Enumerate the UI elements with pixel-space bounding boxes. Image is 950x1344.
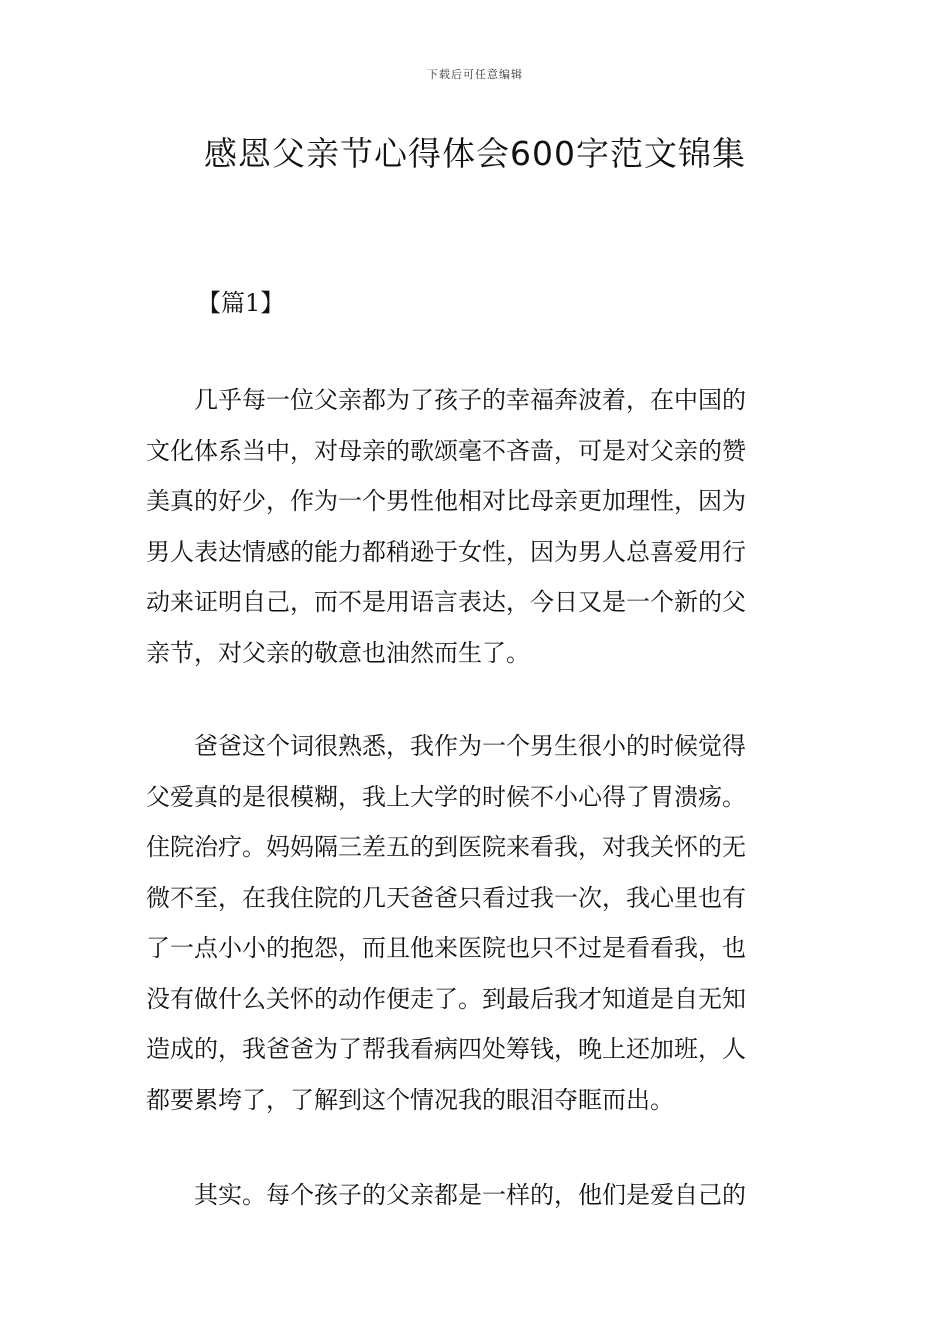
paragraph-3 <box>146 1170 806 1221</box>
paragraph-line: 了一点小小的抱怨，而且他来医院也只不过是看看我，也 <box>146 934 746 962</box>
document-title: 感恩父亲节心得体会600字范文锦集 <box>204 134 746 173</box>
paragraph-line: 微不至，在我住院的几天爸爸只看过我一次，我心里也有 <box>146 883 746 912</box>
paragraph-line: 父爱真的是很模糊，我上大学的时候不小心得了胃溃疡。 <box>146 782 746 811</box>
paragraph-line: 亲节，对父亲的敬意也油然而生了。 <box>146 638 530 667</box>
section-label: 【篇1】 <box>197 289 285 317</box>
paragraph-line: 男人表达情感的能力都稍逊于女性，因为男人总喜爱用行 <box>146 537 746 566</box>
paragraph-line: 几乎每一位父亲都为了孩子的幸福奔波着，在中国的 <box>146 386 746 414</box>
paragraph-line: 住院治疗。妈妈隔三差五的到医院来看我，对我关怀的无 <box>146 833 746 861</box>
paragraph-2 <box>146 721 806 1125</box>
paragraph-line: 动来证明自己，而不是用语言表达，今日又是一个新的父 <box>146 588 746 616</box>
paragraph-line: 都要累垮了，了解到这个情况我的眼泪夺眶而出。 <box>146 1085 674 1114</box>
paragraph-1 <box>146 375 806 678</box>
paragraph-line: 其实。每个孩子的父亲都是一样的，他们是爱自己的 <box>146 1181 746 1209</box>
paragraph-line: 美真的好少，作为一个男性他相对比母亲更加理性，因为 <box>146 487 746 515</box>
paragraph-line: 没有做什么关怀的动作便走了。到最后我才知道是自无知 <box>146 984 746 1013</box>
header-note: 下载后可任意编辑 <box>427 68 523 81</box>
paragraph-line: 造成的，我爸爸为了帮我看病四处筹钱，晚上还加班，人 <box>146 1035 746 1063</box>
paragraph-line: 文化体系当中，对母亲的歌颂毫不吝啬，可是对父亲的赞 <box>146 436 746 465</box>
paragraph-line: 爸爸这个词很熟悉，我作为一个男生很小的时候觉得 <box>146 732 746 760</box>
